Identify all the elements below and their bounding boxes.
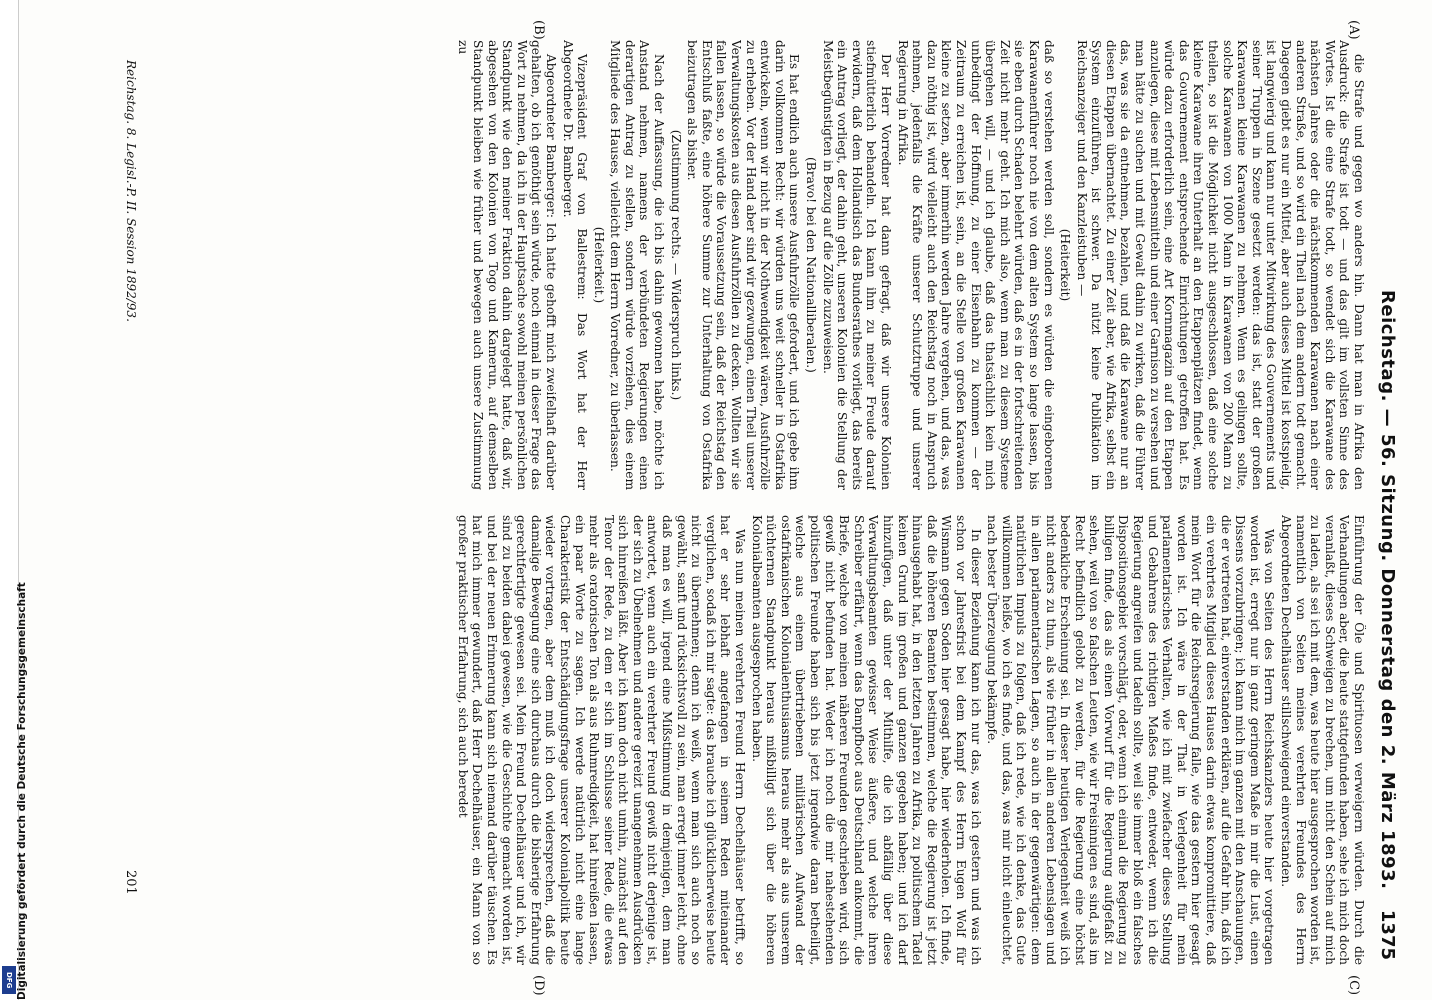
marker-c: (C) [1346, 975, 1361, 996]
marker-b: (B) [531, 20, 546, 40]
funding-note: Digitalisierung gefördert durch die Deutsche Forschungsgemeinschaft [16, 582, 28, 1000]
paragraph: die Strafe und gegen wo anders hin. Dann hat man in Afrika den Ausdruck: die Strafe ist todt — und das gilt im vollsten Sinne des Wortes. Ist die eine Strafe todt, so wendet sich die Karawane des nächsten Jahres oder die nächstkommenden Karawanen nach einer anderen Straße, und so wird ein Theil nach dem andern todt gemacht. Dagegen giebt es nur ein Mittel, aber auch dieses Mittel ist kostspielig, ist langwierig und kann nur unter Mitwirkung des Gouvernements und seiner Truppen in Szene gesetzt werden: das ist, statt der großen Karawanen kleine Karawanen zu nehmen. Wenn es gelingen sollte, solche Karawanen von 1000 Mann in Karawanen von 200 Mann zu theilen, so ist die Möglichkeit nicht ausgeschlossen, daß eine solche kleine Karawane ihren Unterhalt an den Etappenplätzen findet, wenn das Gouvernement entsprechende Einrichtungen getroffen hat. Es würde dazu erforderlich sein, eine Art Kornmagazin auf den Etappen anzulegen, diese mit Lebensmitteln und einer Garnison zu versehen und man hätte zu suchen und mit Gewalt dahin zu wirken, daß die Führer das, was sie da entnehmen, bezahlen, und daß die Karawane nur an diesen Etappen übernachtet. Zu einer Zeit aber, wie Afrika, selbst ein System einzuführen, ist schwer. Da nützt keine Publikation im Reichsanzeiger und den Kanzleistuben — [1074, 40, 1366, 490]
marker-a: (A) [1346, 20, 1361, 40]
page-number: 1375 [1377, 909, 1398, 960]
paragraph: Abgeordneter Bamberger: Ich hatte gehofft mich zweifelhaft darüber gehalten, ob ich genöthigt sein würde, noch einmal in dieser Frage das Wort zu nehmen, da ich in der Hauptsache sowohl meinen persönlichen Standpunkt wie den meiner Fraktion dahin dargelegt hatte, daß wir, abgesehen von den Kolonien von Togo und Kamerun, auf demselben Standpunkt bleiben wie früher und bewegen auch unsere Zustimmung zu [456, 40, 558, 490]
paragraph: Was von Seiten des Herrn Reichskanzlers heute hier vorgetragen worden ist, erregt nur in ganz geringem Maße in mir die Lust, einen Dissens vorzubringen; ich kann mich im ganzen mit den Anschauungen, die er vertreten hat, einverstanden erklären, auf die Gefahr hin, daß ich ein verehrtes Mitglied dieses Hauses darin etwas kompromittiere, daß mein Wort für die Reichsregierung falle, wie das gestern hier gesagt worden ist. Ich wäre in der That in Verlegenheit für mein parlamentarisches Verhalten, wie ich mit zwiefacher dieses Stellung und Gebahrens des richtigen Maßes finde, entweder, wenn ich die Regierung angreifen und tadeln sollte, weil sie immer bloß ein falsches Dispositionsgebiet vorschlägt, oder, wenn ich einmal die Regierung zu billigen finde, das als einen Vorwurf für die Regierung aufgefaßt zu sehen, weil von so falschen Leuten, wie wir Freisinnigen es sind, als im Recht befindlich gelobt zu werden, für die Regierung eine höchst bedenkliche Erscheinung sei. In dieser heutigen Verlegenheit weiß ich nicht anders zu thun, als wie früher in allen anderen Lebenslagen und in allen parlamentarischen Lagen, so auch in der gegenwärtigen: dem natürlichen Impuls zu folgen, daß ich rede, wie ich denke, das Gute willkommen heiße, wo ich es finde, und das, was mir nicht einleuchtet, nach bester Überzeugung bekämpfe. [985, 515, 1277, 965]
paragraph: Was nun meinen verehrten Freund Herrn Dechelhäuser betrifft, so hat er sehr lebhaft angefangen in seinem Reden miteinander verglichen, sodaß ich mir sagte: das brauche ich glücklicherweise heute nicht zu übernehmen; denn ich weiß, wenn man sich auch noch so gewählt, sanft und rücksichtsvoll zu sein, man erregt immer leicht, ohne daß man es will, irgend eine Mißstimmung in demjenigen, dem man antwortet, wenn auch ein verehrter Freund gewiß nicht derjenige ist, der sich zu Übelnehmen und andere gereizt unangenehmen Ausdrücken sich hinreißen läßt. Aber ich kann doch nicht umhin, zunächst auf den Tenor der Rede, zu dem er sich im Schlusse seiner Rede, die etwas mehr als oratorischen Ton als aus Ruhmredigkeit, hat hinreißen lassen, ein paar Worte zu sagen. Ich werde natürlich nicht eine lange Charakteristik der Entschädigungsfrage unserer Kolonialpolitik heute wieder vortragen, aber dem muß ich doch widersprechen, daß die damalige Bewegung eine sich durchaus durch die bisherige Erfahrung gerechtfertigte gewesen sei. Mein Freund Dechelhäuser und ich, wir sind zu beiden dabei gewesen, wie die Geschichte gemacht worden ist, und bei der neuen Erinnerung kann sich niemand darüber täuschen. Es hat mich immer gewundert, daß Herr Dechelhäuser, ein Mann von so großer praktischer Erfahrung, sich auch beredet [455, 515, 748, 965]
paragraph: Nach der Auffassung, die ich bis dahin gewonnen habe, möchte ich Anstand nehmen, namens der verbündeten Regierungen einen derartigen Antrag zu stellen, sondern würde vorziehen, dies einem Mitgliede des Hauses, vielleicht dem Herrn Vorredner, zu überlassen. [608, 40, 667, 490]
interjection: (Heiterkeit.) [591, 226, 606, 304]
paragraph: Der Herr Vorredner hat dann gefragt, daß wir unsere Kolonien stiefmütterlich behandeln. Ich kann ihm zu meiner Freude darauf erwidern, daß dem Hollandisch das Bundesrathes vorliegt, das bereits ein Antrag vorliegt, der dahin geht, unseren Kolonien die Stellung der Meistbegünstigten in Bezug auf die Zölle zuzuweisen. [820, 40, 893, 490]
interjection: (Heiterkeit) [1058, 228, 1073, 302]
marker-d: (D) [531, 975, 546, 996]
paragraph: In dieser Beziehung kann ich nur das, was ich gestern und was ich schon vor Jahresfrist bei dem Kampf des Herrn Eugen Wolf für Wismann gegen Soden hier gesagt habe, hier wiederholen. Ich finde, daß die höheren Beamten bestimmen, welche die Regierung ist jetzt hinausgehabt hat, in den letzten Jahren zu Afrika, zu politischem Tadel keinen Grund im großen und ganzen gegeben haben; und ich darf hinzufügen, daß unter der Mithilfe, die ich abfällig über diese Verwaltungsbeamten gewisser Weise äußere, und welche ihren Schreiber erfährt, wenn das Dampfboot aus Deutschland ankommt, die Briefe, welche von meinen näheren Freunden geschrieben wird, sich gewiß nicht befunden hat. Weder ich noch die mir nahestehenden politischen Freunde haben sich bis jetzt irgendwie daran betheiligt, welche aus einem übertriebenen militärischen Aufwand der ostafrikanischen Kolonialenthusiasmus heraus mehr als aus unserem nüchternen Standpunkt heraus mißbilligt sich über die höheren Kolonialbeamten ausgesprochen haben. [749, 515, 983, 965]
running-header [1372, 60, 1398, 960]
paragraph: Einführung der Öle und Spirituosen verweigern würden. Durch die Verhandlungen aber, die heute stattgefunden haben, sehe ich mich doch veranlaßt, dieses Schweigen zu brechen, um nicht den Schein auf mich zu laden, als sei ich mit dem, was heute hier ausgesprochen worden ist, namentlich von Seiten meines verehrten Freundes des Herrn Abgeordneten Dechelhäuser stillschweigend einverstanden. [1279, 515, 1366, 965]
left-column [66, 40, 1366, 490]
dfg-logo-icon: DFG [2, 966, 16, 994]
interjection: (Bravo! bei den Nationalliberalen.) [804, 157, 819, 373]
digitization-sidebar [0, 0, 28, 1000]
paragraph: Vizepräsident Graf von Ballestrem: Das Wort hat der Herr Abgeordnete Dr. Bamberger. [560, 40, 590, 490]
folio-number: 201 [123, 870, 138, 895]
interjection: (Zustimmung rechts. — Widerspruch links.) [668, 129, 683, 401]
rotated-page-content [56, 0, 1406, 1000]
paragraph: Es hat endlich auch unsere Ausfuhrzölle gefordert, und ich gebe ihm darin vollkommen Recht: wir würden uns weit schneller in Ostafrika entwickeln, wenn wir nicht in der Nothwendigkeit wären, Ausfuhrzölle zu erheben. Vor der Hand aber sind wir gezwungen, einen Theil unserer Verwaltungskosten aus diesen Ausfuhrzöllen zu decken. Wollten wir sie fallen lassen, so würde die Voraussetzung sein, daß der Reichstag den Entschluß faßte, eine höhere Summe zur Unterhaltung von Ostafrika beizutragen als bisher. [685, 40, 802, 490]
right-column [66, 515, 1366, 965]
paragraph: daß so verstehen werden soll, sondern es würden die eingeborenen Karawanenführer noch nie von dem alten System so lange lassen, bis sie eben durch Schaden belehrt würden, daß es in der fortschreitenden Zeit nicht mehr geht. Ich mich also, wenn man zu diesem Systeme übergehen will, — und ich glaube, daß das thatsächlich kein mich unbedingt der Hoffnung, zu einer Eisenbahn zu kommen — der Zeitraum zu erreichen ist, sein, an die Stelle von großen Karawanen kleine zu setzen, aber immerhin werden Jahre vergehen, und das, was dazu nöthig ist, wird vielleicht auch den Reichstag noch in Anspruch nehmen, jedenfalls die Kräfte unserer Schutztruppe und unserer Regierung in Afrika. [895, 40, 1056, 490]
running-title: Reichstag. — 56. Sitzung. Donnerstag den 2. März 1893. [1377, 290, 1398, 890]
footer-session: Reichstag. 8. Legisl.-P. II. Session 1892/93. [124, 60, 138, 322]
